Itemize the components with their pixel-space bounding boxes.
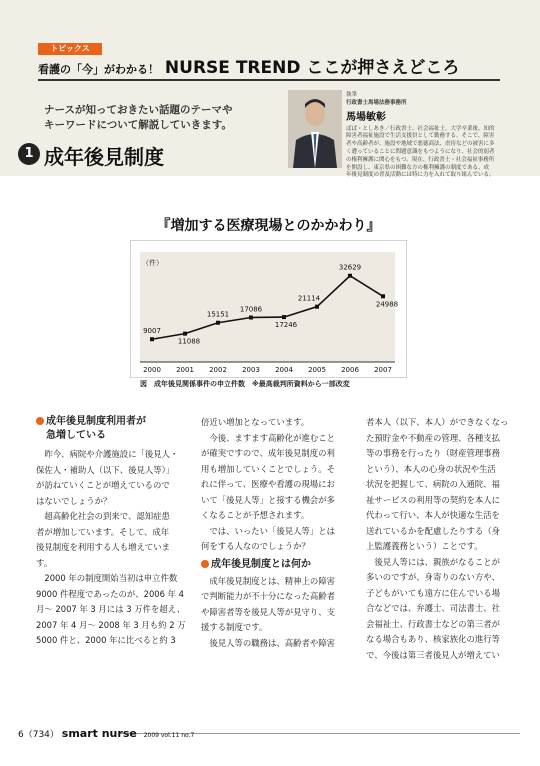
author-role: 執筆	[346, 92, 358, 98]
column-3	[366, 415, 509, 663]
subhead-1-line-2: 急増している	[46, 430, 106, 441]
author-bio-line: を開設し、東京県の困難な方の権利擁護の制度である、成	[346, 164, 490, 171]
author-bio-line: 障害者福祉施設で生活支援員として勤務する。そこで、障害	[346, 133, 495, 140]
column-3-text	[366, 415, 509, 663]
bullet-icon	[201, 560, 209, 568]
body-text-line: 援する制度です。	[201, 622, 268, 632]
chart-data-label: 24988	[375, 300, 399, 309]
body-text-line: 5000 件と、2000 年に比べると約 3	[36, 635, 176, 645]
subhead-2-text: 成年後見制度とは何か	[211, 558, 311, 570]
page-number: 6（734）	[18, 730, 59, 740]
column-2-text-b	[201, 574, 341, 652]
body-text-line: 子どもがいても遠方に住んでいる場	[366, 587, 500, 598]
body-text-line: 後見制度を利用する人も増えていま	[36, 542, 170, 552]
chart-x-tick-label: 2006	[341, 366, 359, 374]
body-text-line: 等の事務を行ったり（財産管理事務	[366, 448, 500, 458]
column-2-text-a	[201, 415, 341, 555]
body-text-line: いて「後見人等」と接する機会が多	[201, 494, 335, 505]
body-text-line: 月～ 2007 年 3 月には 3 万件を超え、	[36, 604, 185, 614]
line-chart	[130, 240, 407, 378]
chart-data-point	[348, 274, 352, 278]
body-text-line: 者本人（以下、本人）ができなくなっ	[366, 417, 509, 427]
body-text-line: 祉サービスの利用等の契約を本人に	[366, 494, 500, 505]
chart-x-tick-label: 2003	[242, 366, 260, 374]
author-bio-line: 者や高齢者が、施設や地域で悪徳商法、虐待などの被害に多	[346, 141, 495, 148]
body-text-line: 2000 年の制度開始当初は申立件数	[36, 573, 178, 583]
body-text-line: 上監護義務という）ことです。	[366, 541, 483, 551]
chart-data-point	[315, 305, 319, 309]
subhead-1	[36, 415, 176, 443]
chart-x-tick-label: 2007	[374, 366, 392, 374]
lead-line-1: ナースが知っておきたい話題のテーマや	[44, 104, 233, 116]
body-text-line: 後見人等の職務は、高齢者や障害	[201, 637, 335, 648]
author-bio-line: 年後見制度の普及活動には特に力を入れて取り組んでいる。	[346, 172, 495, 179]
body-text-line: 用も増加していくことでしょう。そ	[201, 463, 335, 474]
body-text-line: で、今後は第三者後見人が増えてい	[366, 649, 500, 660]
body-text-line: 保佐人・補助人（以下、後見人等）」	[36, 464, 175, 475]
author-bio-line: の権利擁護に関心をもつ。現在、行政書士・社会福祉事務所	[346, 156, 495, 163]
body-text-line: 者が増加しています。そして、成年	[36, 526, 170, 537]
body-text-line: や障害者等を後見人等が見守り、支	[201, 606, 335, 617]
column-1	[36, 415, 186, 649]
chart-data-point	[216, 321, 220, 325]
author-photo	[288, 90, 342, 168]
topics-tag: トピックス	[38, 43, 102, 55]
chart-caption: 図 成年後見関係事件の申立件数 ※最高裁判所資料から一部改変	[140, 380, 350, 388]
body-text-line: 超高齢化社会の到来で、認知症患	[36, 511, 170, 521]
body-text-line: では、いったい「後見人等」とは	[201, 525, 335, 536]
chart-data-label: 32629	[338, 263, 362, 272]
author-box	[346, 92, 506, 180]
page-headline	[38, 57, 508, 79]
section-title: 成年後見制度	[44, 145, 164, 169]
headline-rule	[38, 79, 500, 81]
author-bio-line: ばば・としあき／行政書士、社会福祉士。大学卒業後、知的	[346, 125, 495, 132]
magazine-logo: smart nurse	[61, 727, 137, 740]
author-office: 行政書士馬場法務事務所	[346, 99, 407, 106]
chart-data-point	[183, 332, 187, 336]
bullet-icon	[36, 417, 44, 425]
body-text-line: が訪ねていくことが増えているので	[36, 480, 170, 490]
body-text-line: 会福祉士、行政書士などの第三者が	[366, 618, 500, 629]
body-text-line: 状況を把握して、病院の入通院、福	[366, 479, 500, 489]
body-text-line: 合などでは、弁護士、司法書士、社	[366, 603, 500, 613]
chart-x-tick-label: 2000	[143, 366, 161, 374]
body-text-line: 後見人等には、親族がなることが	[366, 556, 500, 567]
footer	[18, 727, 194, 740]
author-name: 馬場敏彰	[346, 111, 386, 123]
body-text-line: た預貯金や不動産の管理、各種支払	[366, 432, 500, 443]
author-bio-line: く遭っていることに問題意識をもつようになり、社会的弱者	[346, 148, 495, 155]
chart-x-tick-label: 2005	[308, 366, 326, 374]
body-text-line: という）、本人の心身の状況や生活	[366, 463, 496, 474]
subhead-1-line-1: 成年後見制度利用者が	[46, 416, 146, 427]
body-text-line: 何をする人なのでしょうか？	[201, 541, 310, 551]
chart-data-label: 17086	[239, 305, 263, 314]
body-text-line: はないでしょうか？	[36, 495, 112, 506]
author-bio	[346, 126, 506, 181]
column-2	[201, 415, 341, 651]
body-text-line: 今後、ますます高齢化が進むこと	[201, 432, 335, 443]
section-number-badge: 1	[18, 143, 40, 165]
lead-line-2: キーワードについて解説していきます。	[44, 119, 232, 131]
chart-data-point	[282, 315, 286, 319]
body-text-line: 代わって行い、本人が快適な生活を	[366, 510, 500, 520]
body-text-line: 送れているかを配慮したりする（身	[366, 525, 500, 536]
column-1-text	[36, 447, 186, 649]
body-text-line: 倍近い増加となっています。	[201, 417, 310, 427]
headline-prefix: 看護の「今」がわかる！	[38, 63, 159, 76]
chart-x-tick-label: 2004	[275, 366, 293, 374]
chart-y-axis-label: （件）	[142, 259, 163, 267]
chart-data-point	[381, 294, 385, 298]
chart-x-tick-label: 2001	[176, 366, 194, 374]
chart-data-label: 11088	[177, 337, 201, 346]
chart-data-point	[150, 337, 154, 341]
body-text-line: 2007 年 4 月～ 2008 年 3 月も約 2 万	[36, 619, 186, 630]
headline-main: NURSE TREND ここが押さえどころ	[164, 58, 460, 78]
chart-data-label: 17246	[274, 321, 298, 330]
body-text-line: が確実ですので、成年後見制度の利	[201, 448, 335, 458]
issue-number: 2009 vol.11 no.7	[143, 732, 195, 739]
chart-data-point	[249, 316, 253, 320]
chart-data-label: 15151	[206, 310, 230, 319]
body-text-line: で判断能力が不十分になった高齢者	[201, 591, 335, 601]
body-text-line: 9000 件程度であったのが、2006 年 4	[36, 588, 184, 599]
body-text-line: 成年後見制度とは、精神上の障害	[201, 575, 335, 586]
body-text-line: す。	[36, 557, 53, 568]
body-text-line: なる場合もあり、核家族化の進行等	[366, 634, 500, 644]
chart-x-tick-label: 2002	[209, 366, 227, 374]
chart-title: 『増加する医療現場とのかかわり』	[156, 218, 381, 234]
chart-data-label: 9007	[143, 327, 161, 336]
body-text-line: 昨今、病院や介護施設に「後見人・	[36, 449, 179, 459]
body-text-line: れに伴って、医療や看護の現場にお	[201, 479, 335, 489]
chart-data-label: 21114	[297, 294, 321, 303]
body-text-line: くなることが予想されます。	[201, 510, 310, 520]
subhead-2	[201, 558, 341, 572]
body-text-line: 多いのですが、身寄りのない方や、	[366, 572, 500, 582]
